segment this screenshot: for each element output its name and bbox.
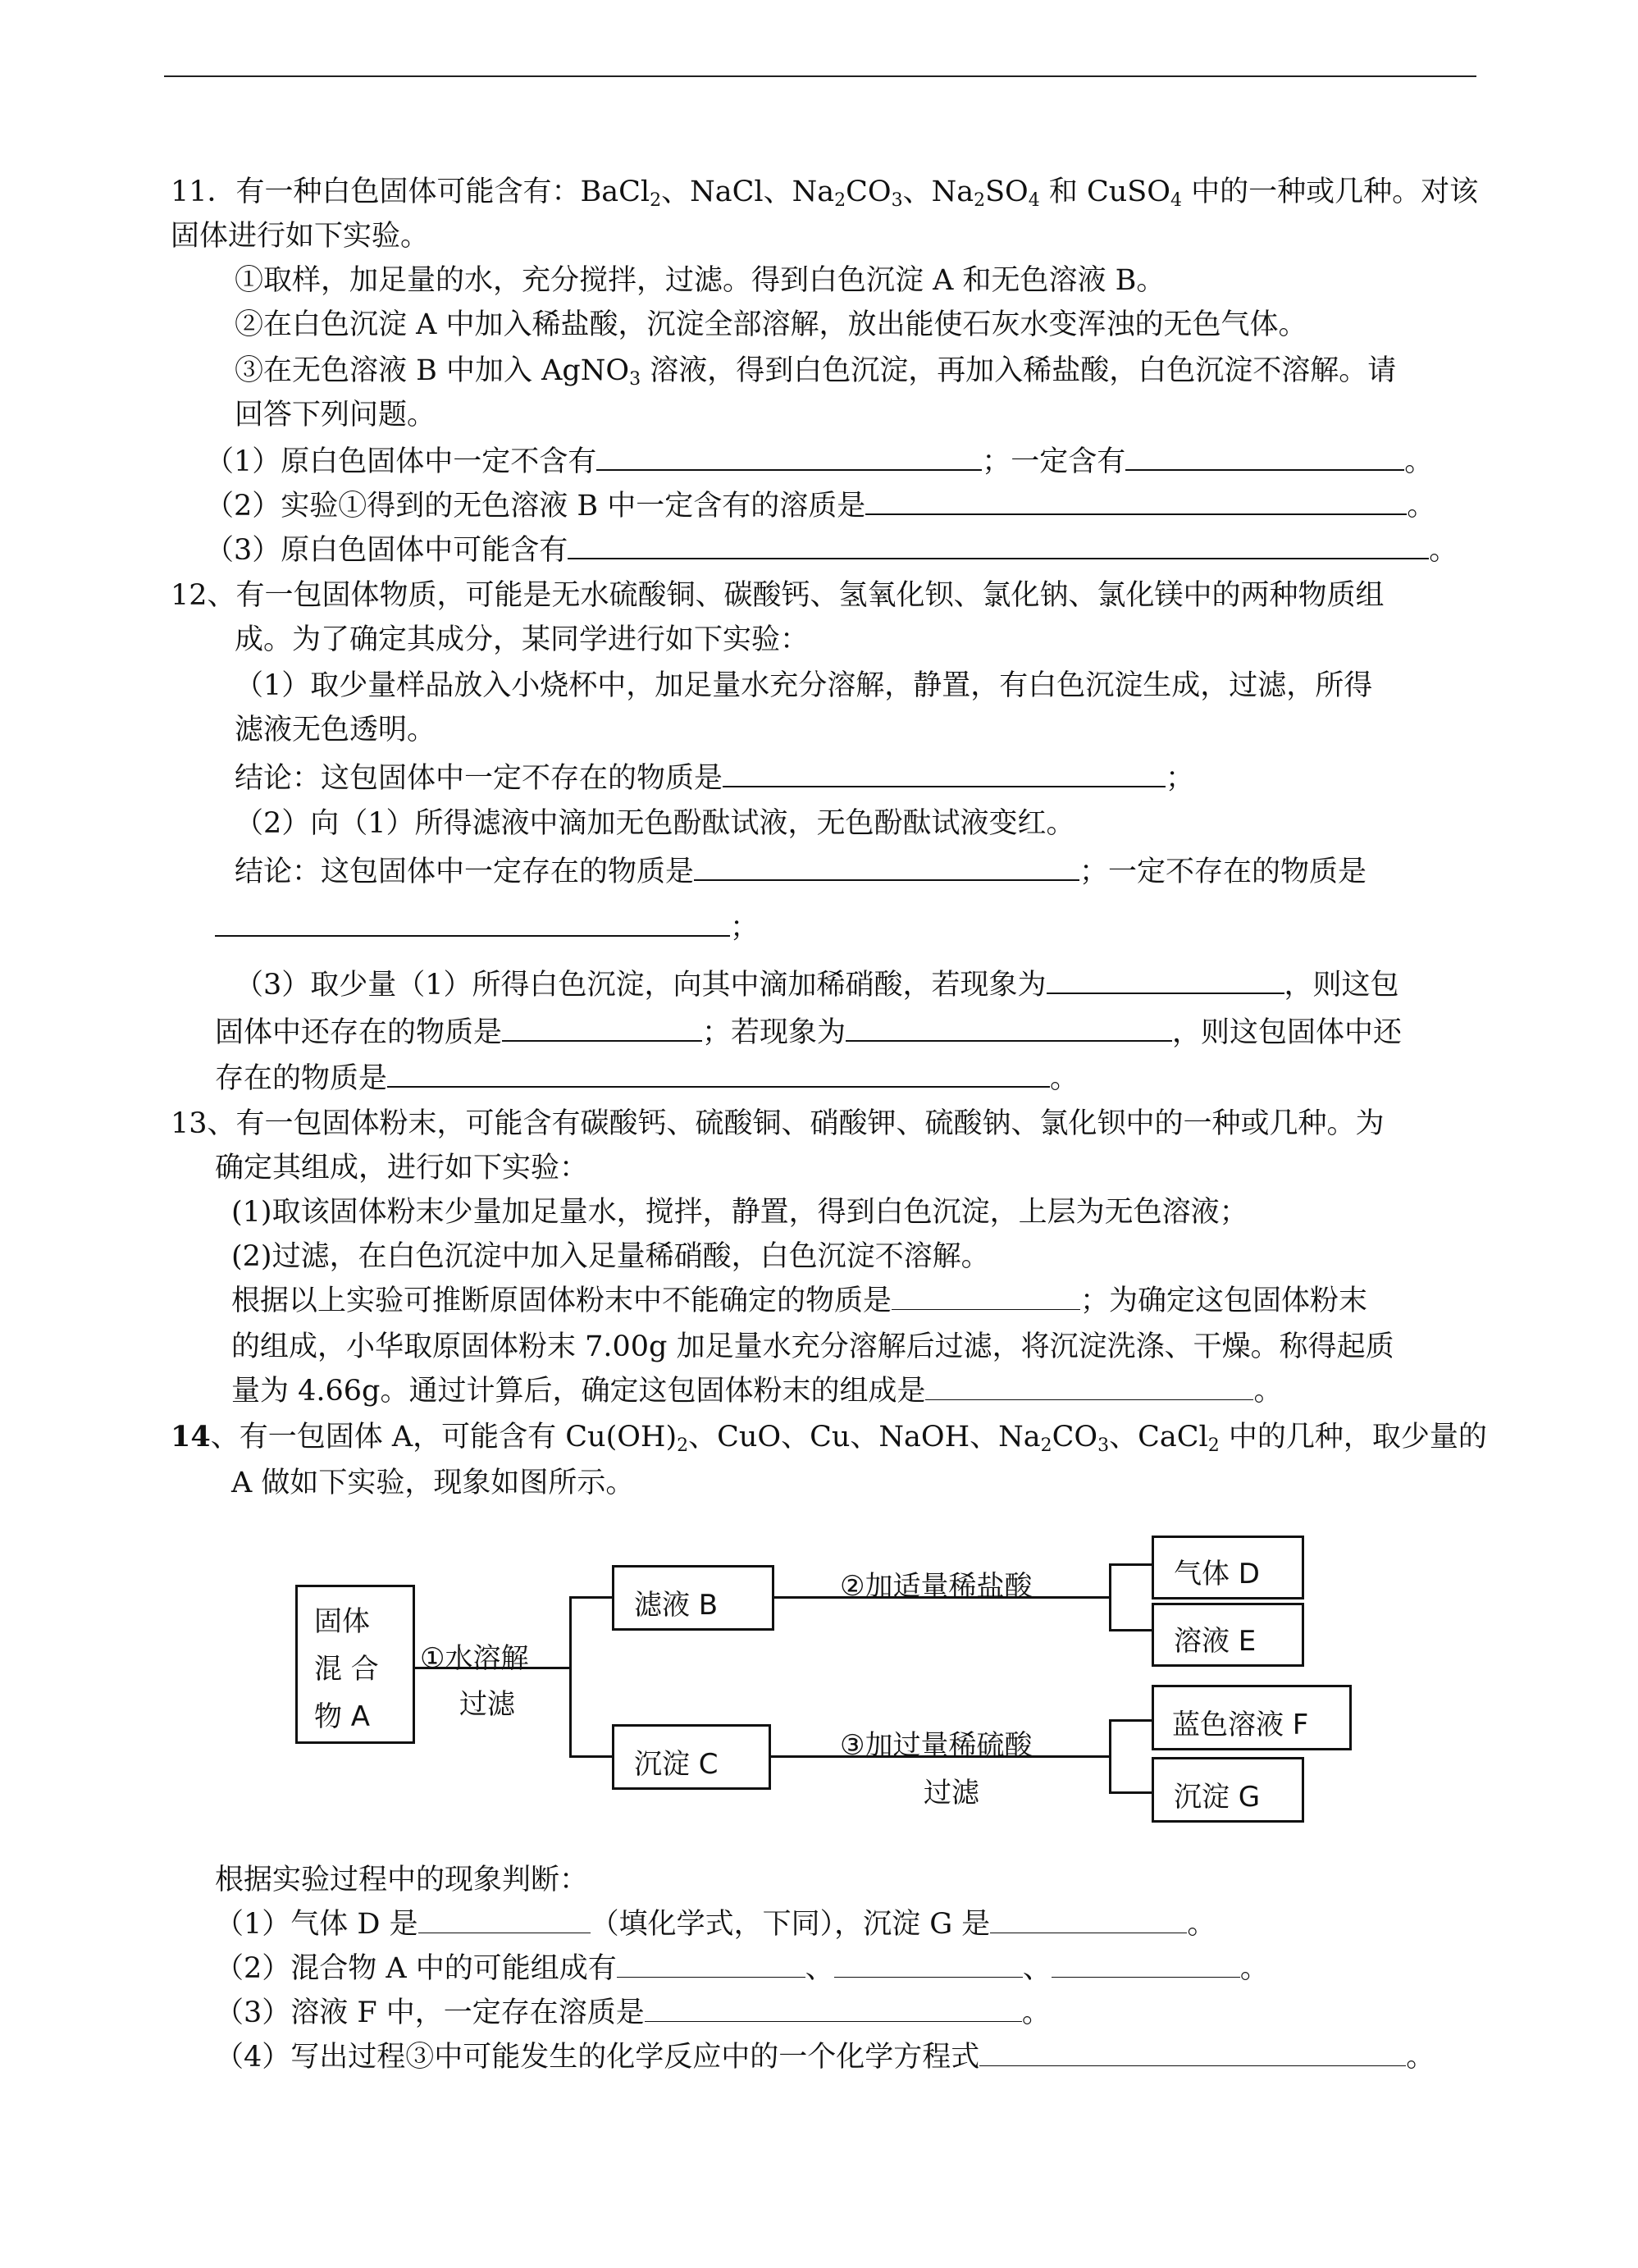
answer-blank[interactable]: [1125, 445, 1404, 471]
branch-line: [569, 1596, 572, 1757]
box-precipitate-g: 沉淀 G: [1152, 1757, 1304, 1823]
q11-chem-list: BaCl$_2$、NaCl、$Na_2CO_3$、$Na_2SO_4$ 和 CuSO$_4$ 中的一种或几种。对该: [580, 176, 1479, 211]
q11-stem-text: 11．有一种白色固体可能含有：: [171, 176, 581, 208]
q12-stem-line2: 成。为了确定其成分，某同学进行如下实验：: [235, 623, 810, 656]
box-precipitate-c: 沉淀 C: [612, 1724, 771, 1790]
q11-stem-line1: [171, 176, 1479, 211]
connector-line: [569, 1755, 612, 1758]
connector-line: [1109, 1791, 1152, 1794]
connector-line: [1109, 1719, 1152, 1722]
answer-blank[interactable]: [1052, 1952, 1240, 1978]
step1-label: ①水溶解: [420, 1642, 529, 1675]
q12-part3-cont2: 存在的物质是 。: [215, 1062, 1079, 1095]
q12-stem-line1: 12、有一包固体物质，可能是无水硫酸铜、碳酸钙、氢氧化钡、氯化钠、氯化镁中的两种物质组: [171, 579, 1385, 612]
q11-step1: ①取样，加足量的水，充分搅拌，过滤。得到白色沉淀 A 和无色溶液 B。: [235, 264, 1166, 297]
answer-blank[interactable]: [215, 910, 730, 937]
q14-question2: （2）混合物 A 中的可能组成有 、 、 。: [215, 1952, 1269, 1985]
q13-step1: (1)取该固体粉末少量加足量水，搅拌，静置，得到白色沉淀，上层为无色溶液；: [231, 1196, 1248, 1229]
answer-blank[interactable]: [723, 761, 1166, 787]
answer-blank[interactable]: [596, 445, 982, 471]
q11-step3-cont: 回答下列问题。: [235, 399, 436, 431]
answer-blank[interactable]: [834, 1952, 1023, 1978]
q13-text2: 的组成，小华取原固体粉末 7.00g 加足量水充分溶解后过滤，将沉淀洗涤、干燥。称得起质: [231, 1330, 1394, 1363]
answer-blank[interactable]: [846, 1015, 1172, 1042]
answer-blank[interactable]: [979, 2041, 1406, 2066]
answer-blank[interactable]: [568, 533, 1429, 559]
box-solution-e: 溶液 E: [1152, 1603, 1304, 1667]
q12-part3-cont1: 固体中还存在的物质是 ；若现象为 ，则这包固体中还: [215, 1016, 1403, 1049]
q13-text1: 根据以上实验可推断原固体粉末中不能确定的物质是 ；为确定这包固体粉末: [231, 1285, 1368, 1317]
header-rule: [164, 75, 1476, 77]
q12-conclusion2: 结论：这包固体中一定存在的物质是 ；一定不存在的物质是: [235, 856, 1367, 888]
q12-part2: （2）向（1）所得滤液中滴加无色酚酞试液，无色酚酞试液变红。: [235, 807, 1075, 840]
step3-label: ③加过量稀硫酸: [840, 1729, 1033, 1762]
q12-part1-cont: 滤液无色透明。: [235, 714, 436, 746]
branch-line: [1109, 1719, 1111, 1793]
answer-blank[interactable]: [694, 855, 1079, 881]
answer-blank[interactable]: [645, 1996, 1022, 2022]
q14-judge: 根据实验过程中的现象判断：: [215, 1864, 589, 1896]
step3-filter-label: 过滤: [924, 1777, 979, 1809]
q11-stem-line2: 固体进行如下实验。: [171, 220, 430, 253]
q14-question1: （1）气体 D 是 （填化学式，下同），沉淀 G 是 。: [215, 1908, 1216, 1941]
q13-step2: (2)过滤，在白色沉淀中加入足量稀硝酸，白色沉淀不溶解。: [231, 1240, 990, 1273]
answer-blank[interactable]: [865, 489, 1407, 515]
answer-blank[interactable]: [617, 1952, 805, 1978]
q13-text3: 量为 4.66g。通过计算后，确定这包固体粉末的组成是 。: [231, 1375, 1283, 1408]
q11-step3: ③在无色溶液 B 中加入 AgNO$_3$ 溶液，得到白色沉淀，再加入稀盐酸，白色沉淀不溶解。请: [235, 354, 1397, 390]
box-filtrate-b: 滤液 B: [612, 1565, 774, 1631]
answer-blank[interactable]: [1047, 968, 1284, 994]
answer-blank[interactable]: [502, 1015, 702, 1042]
connector-line: [1109, 1629, 1152, 1631]
answer-blank[interactable]: [892, 1285, 1080, 1310]
box-blue-solution-f: 蓝色溶液 F: [1152, 1685, 1352, 1750]
answer-blank[interactable]: [418, 1908, 591, 1933]
q12-part3: （3）取少量（1）所得白色沉淀，向其中滴加稀硝酸，若现象为 ，则这包: [235, 969, 1399, 1002]
q11-question2: （2）实验①得到的无色溶液 B 中一定含有的溶质是 。: [205, 490, 1436, 523]
connector-line: [1109, 1563, 1152, 1566]
box-solid-mixture-a: 固体 混 合 物 A: [295, 1585, 415, 1744]
connector-line: [569, 1596, 612, 1599]
answer-blank[interactable]: [387, 1061, 1050, 1088]
q11-step2: ②在白色沉淀 A 中加入稀盐酸，沉淀全部溶解，放出能使石灰水变浑浊的无色气体。: [235, 308, 1307, 341]
q14-number: 14: [171, 1420, 211, 1453]
q11-question1: （1）原白色固体中一定不含有 ；一定含有 。: [205, 445, 1434, 478]
q13-stem-line2: 确定其组成，进行如下实验：: [215, 1152, 589, 1184]
q11-question3: （3）原白色固体中可能含有 。: [205, 534, 1458, 567]
q12-conclusion1: 结论：这包固体中一定不存在的物质是 ；: [235, 762, 1195, 795]
answer-blank[interactable]: [990, 1908, 1187, 1933]
q14-stem-line1: 14、有一包固体 A，可能含有 $Cu(OH)_2$、CuO、Cu、NaOH、$Na_2CO_3$、CaCl$_2$ 中的几种，取少量的: [171, 1420, 1487, 1456]
step1-filter-label: 过滤: [459, 1688, 515, 1721]
q14-question3: （3）溶液 F 中，一定存在溶质是 。: [215, 1996, 1051, 2029]
q12-part1: （1）取少量样品放入小烧杯中，加足量水充分溶解，静置，有白色沉淀生成，过滤，所得: [235, 669, 1373, 702]
step2-label: ②加适量稀盐酸: [840, 1570, 1033, 1603]
answer-blank[interactable]: [925, 1375, 1253, 1400]
q14-stem-line2: A 做如下实验，现象如图所示。: [231, 1467, 635, 1499]
branch-line: [1109, 1563, 1111, 1631]
q12-conclusion2-cont: ；: [215, 910, 759, 943]
q14-question4: （4）写出过程③中可能发生的化学反应中的一个化学方程式 。: [215, 2041, 1435, 2074]
box-gas-d: 气体 D: [1152, 1536, 1304, 1599]
q13-stem-line1: 13、有一包固体粉末，可能含有碳酸钙、硫酸铜、硝酸钾、硫酸钠、氯化钡中的一种或几种。为: [171, 1107, 1385, 1140]
